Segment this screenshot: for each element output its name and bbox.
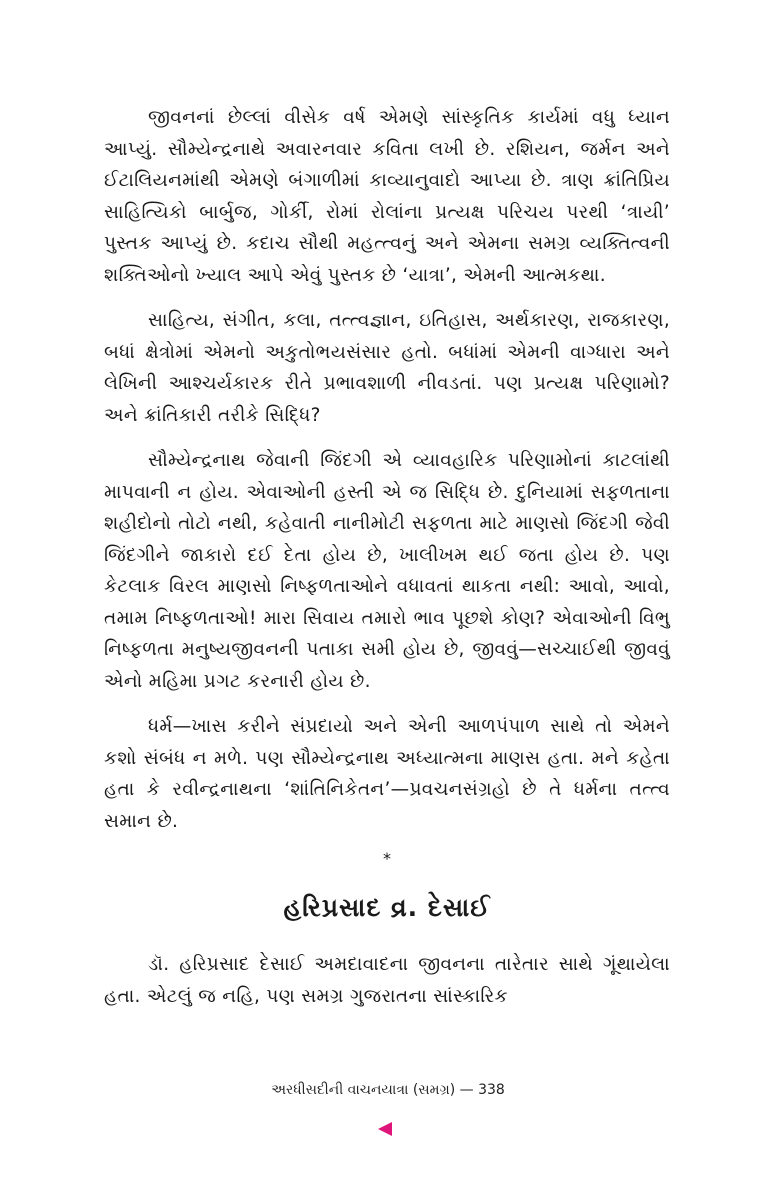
paragraph-3: સૌમ્યેન્દ્રનાથ જેવાની જિંદગી એ વ્યાવહારિક પરિણામોનાં કાટલાંથી માપવાની ન હોય. એવાઓની હસ્તી એ જ સિદ્ધિ છે. દુનિયામાં સફળતાના શહીદોનો તોટો નથી, કહેવાતી નાનીમોટી સફળતા માટે માણસો જિંદગી જેવી જિંદગીને જાકારો દઈ દેતા હોય છે, ખાલીખમ થઈ જતા હોય છે. પણ કેટલાક વિરલ માણસો નિષ્ફળતાઓને વધાવતાં થાકતા નથી: આવો, આવો, તમામ નિષ્ફળતાઓ! મારા સિવાય તમારો ભાવ પૂછશે કોણ? એવાઓની વિભુ નિષ્ફળતા મનુષ્યજીવનની પતાકા સમી હોય છે, જીવવું—સચ્ચાઈથી જીવવું એનો મહિમા પ્રગટ કરનારી હોય છે.: [104, 450, 670, 692]
page-content: [104, 102, 670, 1026]
paragraph-2: સાહિત્ય, સંગીત, કલા, તત્ત્વજ્ઞાન, ઇતિહાસ, અર્થકારણ, રાજકારણ, બધાં ક્ષેત્રોમાં એમનો અકુતોભયસંસાર હતો. બધાંમાં એમની વાગ્ધારા અને લેખિની આશ્ચર્યકારક રીતે પ્રભાવશાળી નીવડતાં. પણ પ્રત્યક્ષ પરિણામો? અને ક્રાંતિકારી તરીકે સિદ્ધિ?: [104, 310, 670, 426]
section-paragraph: ડૉ. હરિપ્રસાદ દેસાઈ અમદાવાદના જીવનના તારેતાર સાથે ગૂંથાયેલા હતા. એટલું જ નહિ, પણ સમગ્ર ગુજરાતના સાંસ્કારિક: [104, 954, 670, 1007]
paragraph-1: જીવનનાં છેલ્લાં વીસેક વર્ષ એમણે સાંસ્કૃતિક કાર્યમાં વધુ ધ્યાન આપ્યું. સૌમ્યેન્દ્રનાથે અવારનવાર કવિતા લખી છે. રશિયન, જર્મન અને ઈટાલિયનમાંથી એમણે બંગાળીમાં કાવ્યાનુવાદો આપ્યા છે. ત્રાણ ક્રાંતિપ્રિય સાહિત્યિકો બાર્બુજ, ગોર્કી, રોમાં રોલાંના પ્રત્યક્ષ પરિચય પરથી ‘ત્રાયી’ પુસ્તક આપ્યું છે. કદાચ સૌથી મહત્ત્વનું અને એમના સમગ્ર વ્યક્તિત્વની શક્તિઓનો ખ્યાલ આપે એવું પુસ્તક છે ‘યાત્રા’, એમની આત્મકથા.: [104, 107, 670, 286]
section-separator: *: [383, 849, 391, 868]
back-arrow-icon[interactable]: [378, 1122, 392, 1136]
page-footer: અરધીસદીની વાચનયાત્રા (સમગ્ર) — 338: [271, 1082, 505, 1098]
section-heading: હરિપ્રસાદ વ્ર. દેસાઈ: [283, 893, 491, 922]
paragraph-4: ધર્મ—ખાસ કરીને સંપ્રદાયો અને એની આળપંપાળ સાથે તો એમને કશો સંબંધ ન મળે. પણ સૌમ્યેન્દ્રનાથ અધ્યાત્મના માણસ હતા. મને કહેતા હતા કે રવીન્દ્રનાથના ‘શાંતિનિકેતન’—પ્રવચનસંગ્રહો છે તે ધર્મના તત્ત્વ સમાન છે.: [104, 716, 670, 832]
